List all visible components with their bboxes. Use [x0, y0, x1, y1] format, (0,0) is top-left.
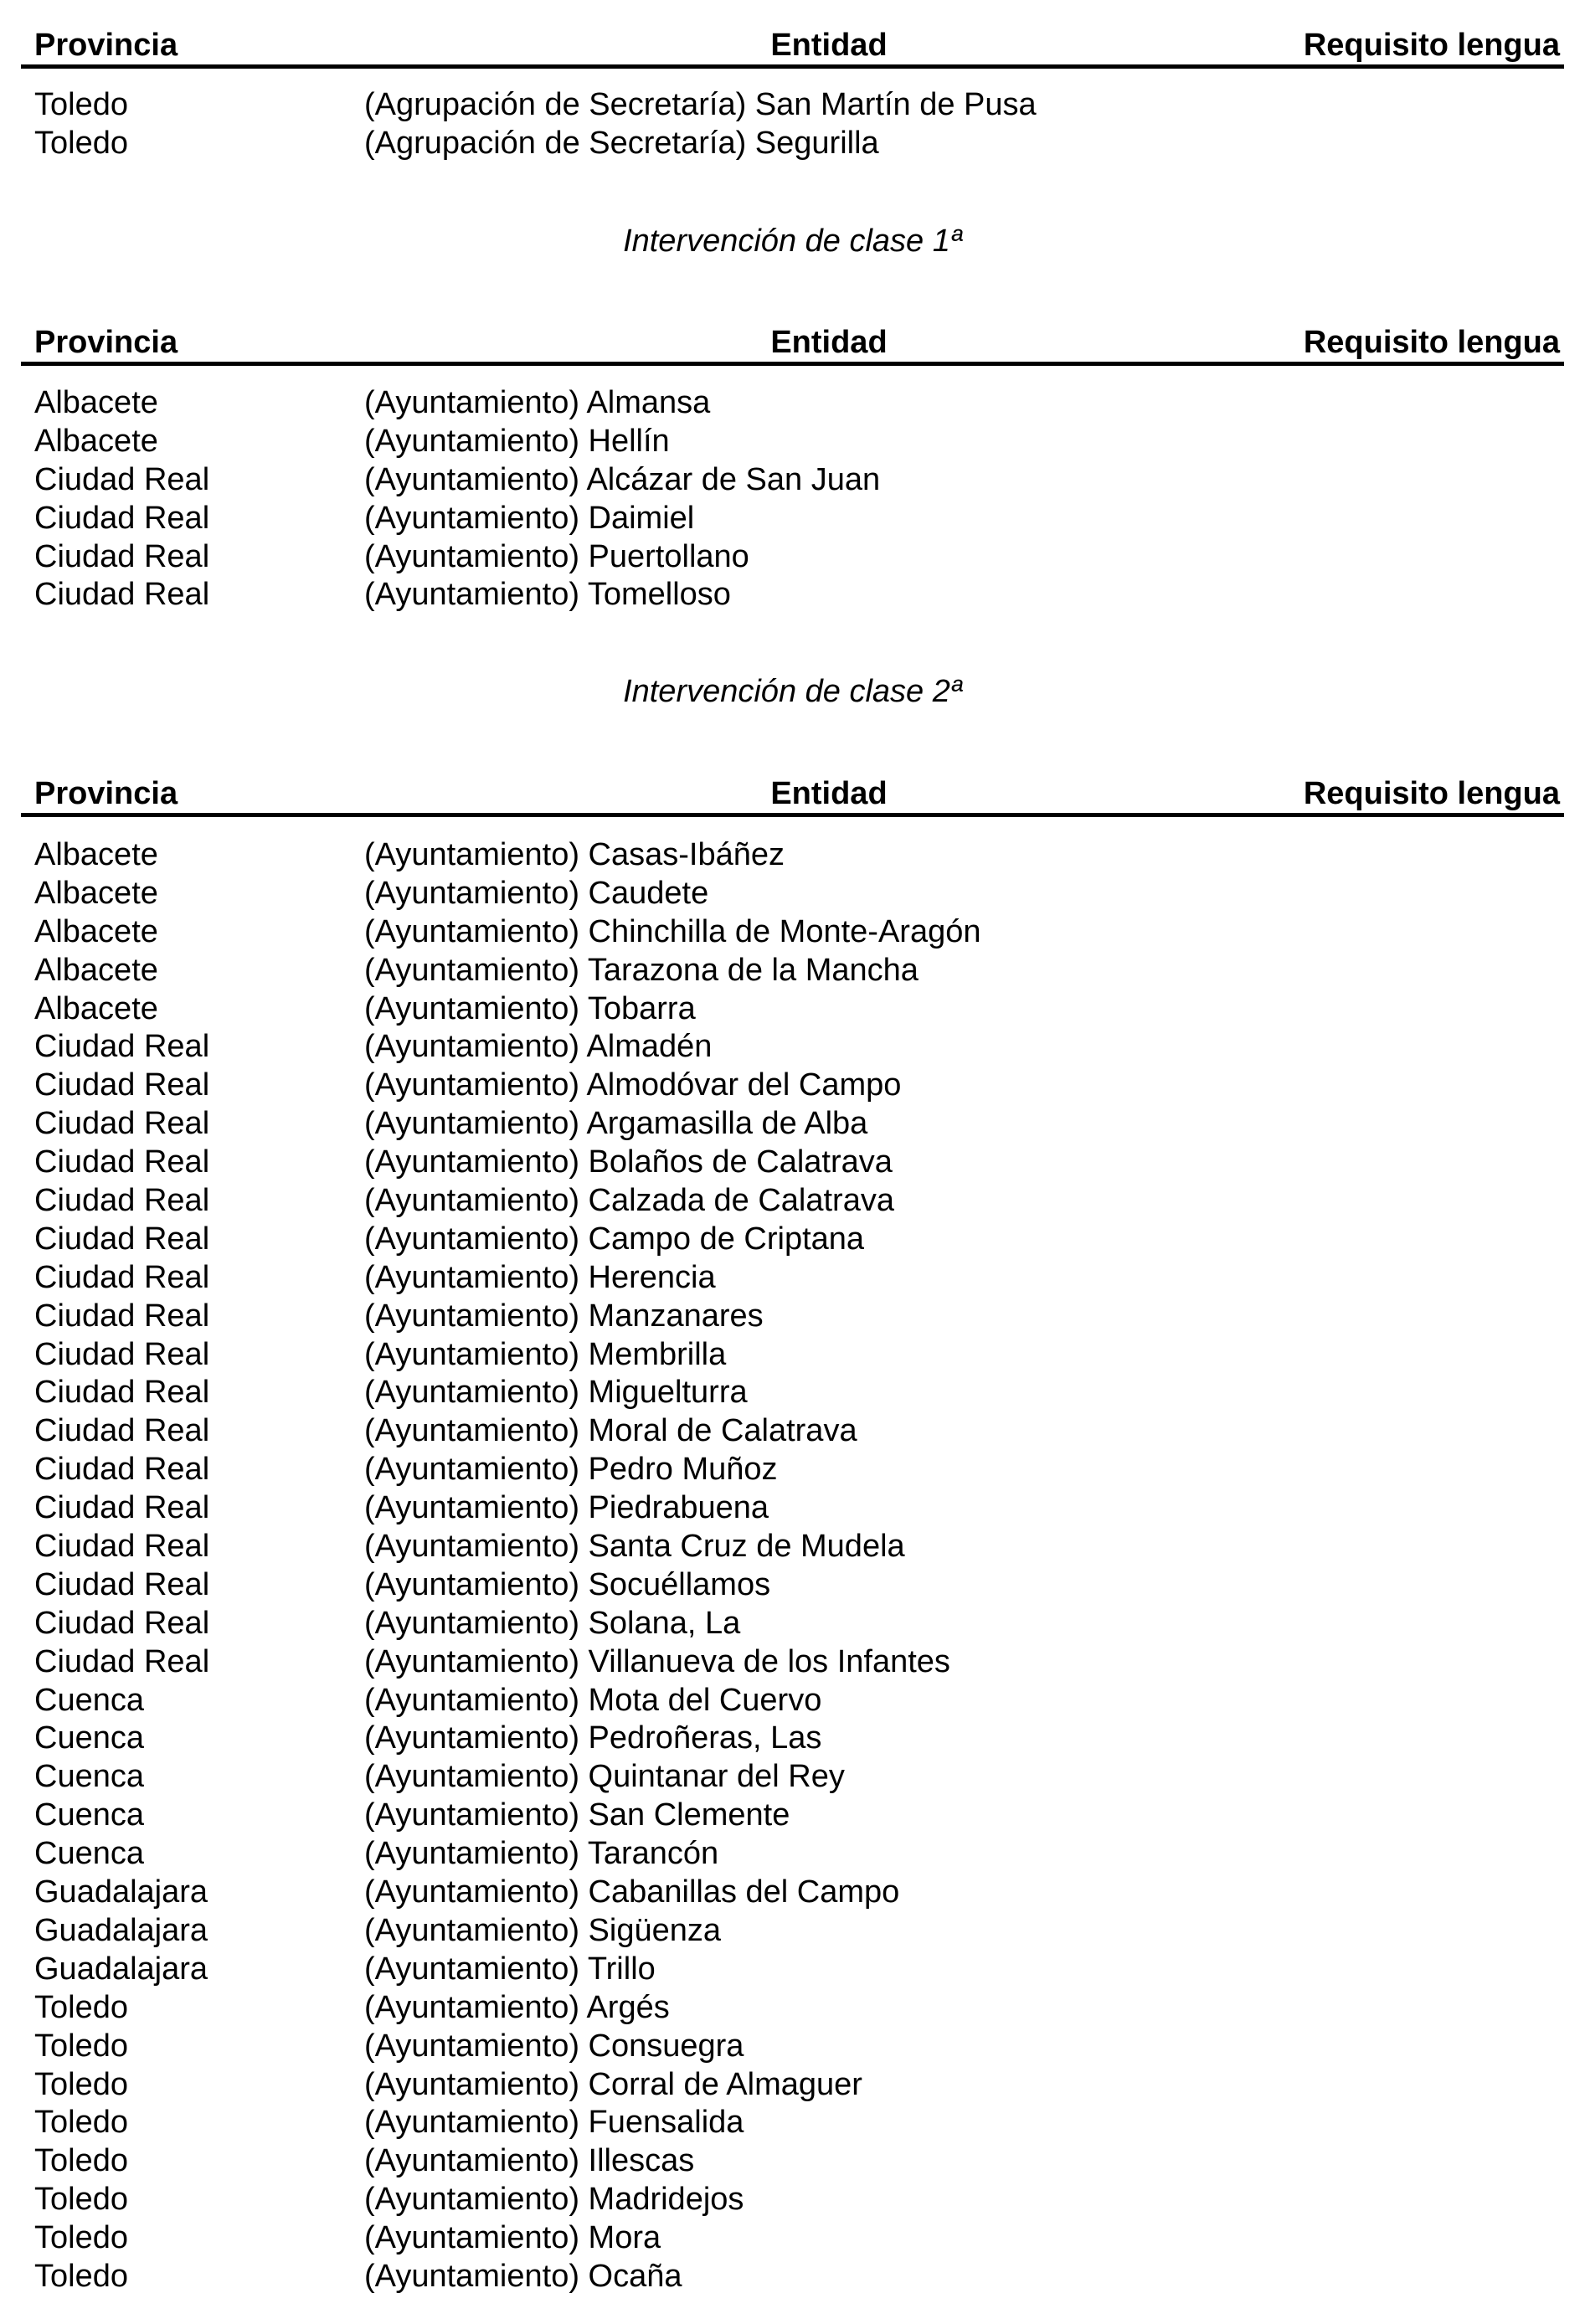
- table-row: [0, 1489, 1585, 1528]
- cell-entidad: (Ayuntamiento) Pedro Muñoz: [364, 1452, 778, 1488]
- cell-entidad: (Ayuntamiento) Piedrabuena: [364, 1490, 769, 1526]
- cell-provincia: Ciudad Real: [34, 538, 210, 574]
- table-row: [0, 952, 1585, 990]
- table-row: [0, 1144, 1585, 1182]
- table-row: [0, 875, 1585, 913]
- cell-provincia: Ciudad Real: [34, 1259, 210, 1295]
- cell-provincia: Toledo: [34, 2220, 128, 2256]
- cell-provincia: Toledo: [34, 2066, 128, 2102]
- table-row: [0, 1182, 1585, 1221]
- cell-provincia: Albacete: [34, 423, 158, 459]
- table-row: [0, 913, 1585, 952]
- table-header: [21, 17, 1564, 67]
- table-row: [0, 461, 1585, 500]
- cell-entidad: (Ayuntamiento) Almansa: [364, 385, 711, 420]
- table-row: [0, 1605, 1585, 1643]
- cell-entidad: (Ayuntamiento) Calzada de Calatrava: [364, 1183, 894, 1219]
- table-row: [0, 990, 1585, 1029]
- cell-entidad: (Ayuntamiento) Pedroñeras, Las: [364, 1720, 822, 1756]
- cell-provincia: Albacete: [34, 913, 158, 949]
- table-row: [0, 2219, 1585, 2258]
- table-row: [0, 1720, 1585, 1758]
- cell-entidad: (Ayuntamiento) Fuensalida: [364, 2105, 744, 2141]
- cell-entidad: (Ayuntamiento) Quintanar del Rey: [364, 1759, 845, 1795]
- table-row: [0, 836, 1585, 875]
- table-row: [0, 1451, 1585, 1489]
- table-row: [0, 2258, 1585, 2296]
- cell-entidad: (Ayuntamiento) Almadén: [364, 1029, 713, 1065]
- column-header-requisito-lengua: Requisito lengua: [1303, 325, 1560, 360]
- table-header: [21, 314, 1564, 364]
- cell-entidad: (Ayuntamiento) Trillo: [364, 1951, 656, 1987]
- cell-entidad: (Ayuntamiento) Puertollano: [364, 538, 749, 574]
- cell-provincia: Ciudad Real: [34, 1643, 210, 1679]
- cell-provincia: Toledo: [34, 1989, 128, 2025]
- cell-entidad: (Ayuntamiento) Caudete: [364, 875, 709, 911]
- cell-provincia: Ciudad Real: [34, 1298, 210, 1334]
- cell-provincia: Toledo: [34, 2105, 128, 2141]
- header-rule: [21, 362, 1564, 366]
- cell-entidad: (Ayuntamiento) Tarancón: [364, 1836, 719, 1872]
- cell-provincia: Toledo: [34, 2258, 128, 2294]
- column-header-entidad: Entidad: [770, 28, 888, 63]
- cell-provincia: Cuenca: [34, 1682, 144, 1718]
- cell-entidad: (Ayuntamiento) Socuéllamos: [364, 1566, 771, 1602]
- cell-entidad: (Ayuntamiento) Herencia: [364, 1259, 716, 1295]
- cell-provincia: Ciudad Real: [34, 1029, 210, 1065]
- cell-entidad: (Ayuntamiento) Cabanillas del Campo: [364, 1874, 900, 1910]
- table-row: [0, 2104, 1585, 2142]
- cell-provincia: Toledo: [34, 2143, 128, 2179]
- cell-provincia: Guadalajara: [34, 1912, 208, 1948]
- table-row: [0, 1835, 1585, 1874]
- table-row: [0, 1758, 1585, 1797]
- table-row: [0, 1912, 1585, 1951]
- header-rule: [21, 813, 1564, 817]
- cell-provincia: Toledo: [34, 2028, 128, 2064]
- cell-entidad: (Ayuntamiento) Madridejos: [364, 2182, 744, 2218]
- table-row: [0, 1067, 1585, 1105]
- cell-provincia: Ciudad Real: [34, 500, 210, 536]
- cell-provincia: Albacete: [34, 875, 158, 911]
- cell-provincia: Guadalajara: [34, 1951, 208, 1987]
- cell-entidad: (Ayuntamiento) Corral de Almaguer: [364, 2066, 862, 2102]
- table-row: [0, 423, 1585, 461]
- cell-provincia: Albacete: [34, 837, 158, 872]
- cell-entidad: (Agrupación de Secretaría) Segurilla: [364, 125, 879, 161]
- cell-entidad: (Ayuntamiento) Alcázar de San Juan: [364, 461, 881, 497]
- cell-provincia: Ciudad Real: [34, 1375, 210, 1411]
- cell-entidad: (Ayuntamiento) Campo de Criptana: [364, 1221, 865, 1257]
- cell-provincia: Ciudad Real: [34, 1336, 210, 1372]
- cell-entidad: (Ayuntamiento) San Clemente: [364, 1797, 790, 1833]
- cell-entidad: (Ayuntamiento) Membrilla: [364, 1336, 727, 1372]
- section-title: Intervención de clase 2ª: [623, 674, 962, 709]
- cell-entidad: (Ayuntamiento) Mota del Cuervo: [364, 1682, 822, 1718]
- cell-entidad: (Ayuntamiento) Argamasilla de Alba: [364, 1106, 868, 1142]
- table-row: [0, 125, 1585, 163]
- cell-entidad: (Ayuntamiento) Hellín: [364, 423, 670, 459]
- table-body: [0, 86, 1585, 163]
- table-row: [0, 1105, 1585, 1144]
- column-header-entidad: Entidad: [770, 776, 888, 811]
- table-header: [21, 765, 1564, 815]
- table-row: [0, 1566, 1585, 1605]
- cell-entidad: (Ayuntamiento) Argés: [364, 1989, 670, 2025]
- cell-provincia: Cuenca: [34, 1759, 144, 1795]
- cell-entidad: (Ayuntamiento) Sigüenza: [364, 1912, 721, 1948]
- column-header-entidad: Entidad: [770, 325, 888, 360]
- table-body: [0, 384, 1585, 614]
- cell-provincia: Ciudad Real: [34, 577, 210, 613]
- table-row: [0, 1643, 1585, 1682]
- column-header-requisito-lengua: Requisito lengua: [1303, 776, 1560, 811]
- table-row: [0, 2066, 1585, 2105]
- cell-entidad: (Agrupación de Secretaría) San Martín de Pusa: [364, 87, 1037, 122]
- cell-entidad: (Ayuntamiento) Chinchilla de Monte-Aragón: [364, 913, 981, 949]
- cell-entidad: (Ayuntamiento) Casas-Ibáñez: [364, 837, 785, 872]
- table-row: [0, 1336, 1585, 1375]
- cell-provincia: Ciudad Real: [34, 1221, 210, 1257]
- cell-provincia: Ciudad Real: [34, 1067, 210, 1103]
- column-header-provincia: Provincia: [34, 28, 178, 63]
- cell-entidad: (Ayuntamiento) Consuegra: [364, 2028, 744, 2064]
- table-row: [0, 1989, 1585, 2028]
- section-title: Intervención de clase 1ª: [623, 224, 962, 259]
- column-header-requisito-lengua: Requisito lengua: [1303, 28, 1560, 63]
- cell-provincia: Ciudad Real: [34, 1413, 210, 1449]
- cell-entidad: (Ayuntamiento) Daimiel: [364, 500, 695, 536]
- cell-provincia: Toledo: [34, 87, 128, 122]
- table-row: [0, 2142, 1585, 2181]
- cell-entidad: (Ayuntamiento) Tobarra: [364, 990, 696, 1026]
- cell-entidad: (Ayuntamiento) Miguelturra: [364, 1375, 748, 1411]
- cell-entidad: (Ayuntamiento) Solana, La: [364, 1605, 741, 1641]
- table-row: [0, 2028, 1585, 2066]
- table-row: [0, 2181, 1585, 2219]
- cell-entidad: (Ayuntamiento) Tomelloso: [364, 577, 731, 613]
- cell-entidad: (Ayuntamiento) Manzanares: [364, 1298, 764, 1334]
- cell-provincia: Toledo: [34, 2182, 128, 2218]
- cell-entidad: (Ayuntamiento) Villanueva de los Infantes: [364, 1643, 950, 1679]
- cell-entidad: (Ayuntamiento) Santa Cruz de Mudela: [364, 1529, 905, 1565]
- table-row: [0, 1028, 1585, 1067]
- cell-provincia: Albacete: [34, 385, 158, 420]
- cell-provincia: Toledo: [34, 125, 128, 161]
- cell-entidad: (Ayuntamiento) Mora: [364, 2220, 661, 2256]
- cell-provincia: Cuenca: [34, 1836, 144, 1872]
- cell-provincia: Cuenca: [34, 1797, 144, 1833]
- cell-entidad: (Ayuntamiento) Tarazona de la Mancha: [364, 952, 919, 988]
- table-row: [0, 1259, 1585, 1298]
- cell-entidad: (Ayuntamiento) Bolaños de Calatrava: [364, 1144, 893, 1180]
- cell-provincia: Ciudad Real: [34, 461, 210, 497]
- cell-provincia: Ciudad Real: [34, 1452, 210, 1488]
- table-row: [0, 1797, 1585, 1835]
- column-header-provincia: Provincia: [34, 325, 178, 360]
- cell-provincia: Ciudad Real: [34, 1529, 210, 1565]
- table-row: [0, 500, 1585, 538]
- cell-provincia: Cuenca: [34, 1720, 144, 1756]
- table-row: [0, 1951, 1585, 1989]
- table-row: [0, 1682, 1585, 1720]
- table-row: [0, 1221, 1585, 1259]
- cell-provincia: Ciudad Real: [34, 1144, 210, 1180]
- cell-entidad: (Ayuntamiento) Moral de Calatrava: [364, 1413, 857, 1449]
- cell-entidad: (Ayuntamiento) Almodóvar del Campo: [364, 1067, 902, 1103]
- cell-provincia: Ciudad Real: [34, 1605, 210, 1641]
- table-row: [0, 1298, 1585, 1336]
- cell-provincia: Guadalajara: [34, 1874, 208, 1910]
- cell-provincia: Albacete: [34, 990, 158, 1026]
- table-row: [0, 86, 1585, 125]
- table-row: [0, 384, 1585, 423]
- cell-provincia: Ciudad Real: [34, 1183, 210, 1219]
- cell-provincia: Ciudad Real: [34, 1106, 210, 1142]
- table-row: [0, 1528, 1585, 1566]
- table-row: [0, 1374, 1585, 1412]
- table-body: [0, 836, 1585, 2296]
- cell-provincia: Albacete: [34, 952, 158, 988]
- table-row: [0, 1874, 1585, 1912]
- table-row: [0, 1412, 1585, 1451]
- table-row: [0, 576, 1585, 614]
- cell-entidad: (Ayuntamiento) Ocaña: [364, 2258, 682, 2294]
- cell-provincia: Ciudad Real: [34, 1566, 210, 1602]
- cell-entidad: (Ayuntamiento) Illescas: [364, 2143, 695, 2179]
- header-rule: [21, 64, 1564, 69]
- column-header-provincia: Provincia: [34, 776, 178, 811]
- table-row: [0, 538, 1585, 577]
- cell-provincia: Ciudad Real: [34, 1490, 210, 1526]
